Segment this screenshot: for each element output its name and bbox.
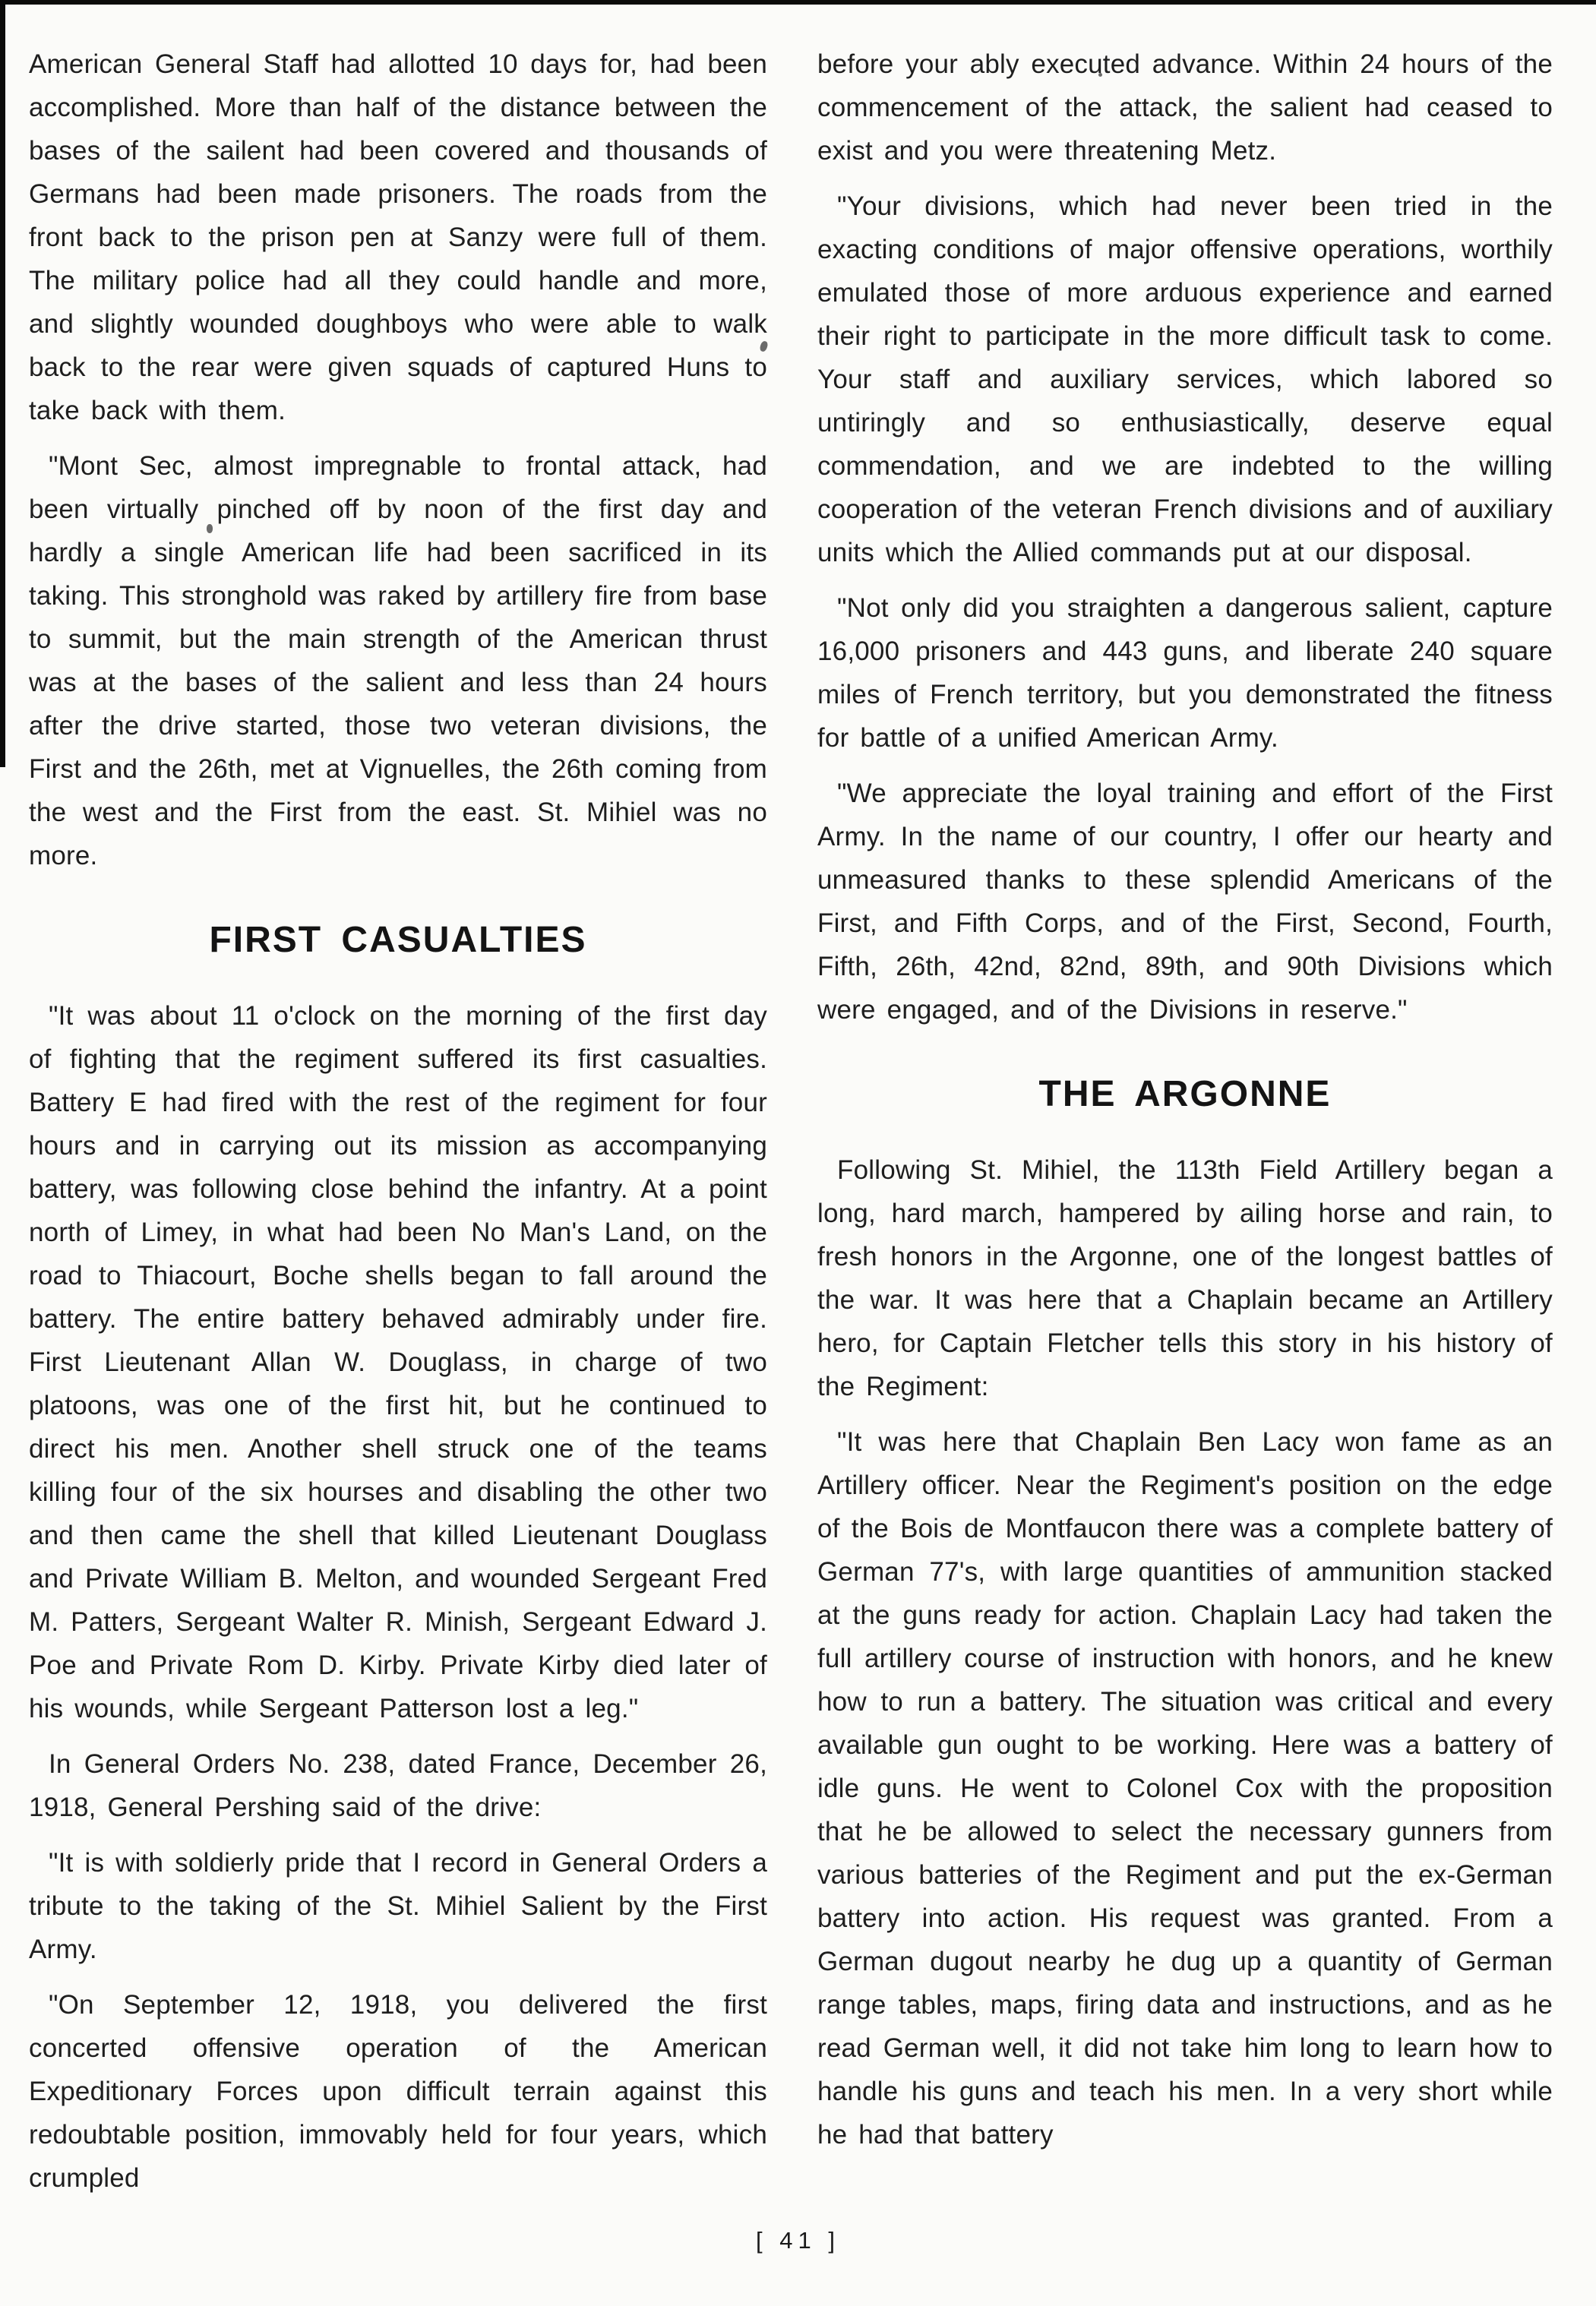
paragraph: "We appreciate the loyal training and effort of the First Army. In the name of our country, I offer our hearty and unmeasured thanks to these splendid Americans of the First, and Fifth Corps, and of the First, Second, Fourth, Fifth, 26th, 42nd, 82nd, 89th, and 90th Divisions which were engaged, and of the Divisions in reserve.": [817, 779, 1553, 1025]
paragraph: Following St. Mihiel, the 113th Field Artillery began a long, hard march, hampered by ailing horse and rain, to fresh honors in the Argonne, one of the longest battles of the war. It was here that a Chaplain became an Artillery hero, for Captain Fletcher tells this story in his history of the Regiment:: [817, 1155, 1553, 1401]
paragraph: "On September 12, 1918, you delivered the first concerted offensive operation of the American Expeditionary Forces upon difficult terrain against this redoubtable position, immovably held for four years, which crumpled: [29, 1990, 767, 2193]
section-heading-the-argonne: THE ARGONNE: [1038, 1074, 1332, 1114]
paragraph: "Not only did you straighten a dangerous salient, capture 16,000 prisoners and 443 guns, and liberate 240 square miles of French territory, but you demonstrated the fitness for battle of a unified American Army.: [817, 593, 1553, 753]
scan-top-edge: [0, 0, 1596, 5]
right-column: [817, 43, 1553, 2169]
scan-left-edge: [0, 0, 5, 767]
paragraph: "Your divisions, which had never been tried in the exacting conditions of major offensive operations, worthily emulated those of more arduous experience and earned their right to participate in the more difficult task to come. Your staff and auxiliary services, which labored so untiringly and so enthusiastically, deserve equal commendation, and we are indebted to the willing cooperation of the veteran French divisions and of auxiliary units which the Allied commands put at our disposal.: [817, 191, 1553, 567]
left-column: [29, 43, 767, 2212]
paragraph: "It was about 11 o'clock on the morning of the first day of fighting that the regiment suffered its first casualties. Battery E had fired with the rest of the regiment for four hours and in carrying out its mission as accompanying battery, was following close behind the infantry. At a point north of Limey, in what had been No Man's Land, on the road to Thiacourt, Boche shells began to fall around the battery. The entire battery behaved admirably under fire. First Lieutenant Allan W. Douglass, in charge of two platoons, was one of the first hit, but he continued to direct his men. Another shell struck one of the teams killing four of the six hourses and disabling the other two and then came the shell that killed Lieutenant Douglass and Private William B. Melton, and wounded Sergeant Fred M. Patters, Sergeant Walter R. Minish, Sergeant Edward J. Poe and Private Rom D. Kirby. Private Kirby died later of his wounds, while Sergeant Patterson lost a leg.": [29, 1001, 767, 1723]
paragraph: "Mont Sec, almost impregnable to frontal attack, had been virtually pinched off by noon of the first day and hardly a single American life had been sacrificed in its taking. This stronghold was raked by artillery fire from base to summit, but the main strength of the American thrust was at the bases of the salient and less than 24 hours after the drive started, those two veteran divisions, the First and the 26th, met at Vignuelles, the 26th coming from the west and the First from the east. St. Mihiel was no more.: [29, 451, 767, 870]
paragraph: American General Staff had allotted 10 days for, had been accomplished. More than half of the distance between the bases of the sailent had been covered and thousands of Germans had been made prisoners. The roads from the front back to the prison pen at Sanzy were full of them. The military police had all they could handle and more, and slightly wounded doughboys who were able to walk back to the rear were given squads of captured Huns to take back with them.: [29, 49, 767, 425]
section-heading-first-casualties: FIRST CASUALTIES: [209, 920, 587, 960]
page-number: [ 41 ]: [756, 2227, 840, 2254]
paragraph: "It was here that Chaplain Ben Lacy won fame as an Artillery officer. Near the Regiment's position on the edge of the Bois de Montfaucon there was a complete battery of German 77's, with large quantities of ammunition stacked at the guns ready for action. Chaplain Lacy had taken the full artillery course of instruction with honors, and he knew how to run a battery. The situation was critical and every available gun ought to be working. Here was a battery of idle guns. He went to Colonel Cox with the proposition that he be allowed to select the necessary gunners from various batteries of the Regiment and put the ex-German battery into action. His request was granted. From a German dugout nearby he dug up a quantity of German range tables, maps, firing data and instructions, and as he read German well, it did not take him long to learn how to handle his guns and teach his men. In a very short while he had that battery: [817, 1427, 1553, 2150]
paragraph: before your ably executed advance. Within 24 hours of the commencement of the attack, the salient had ceased to exist and you were threatening Metz.: [817, 49, 1553, 166]
paragraph: "It is with soldierly pride that I record in General Orders a tribute to the taking of the St. Mihiel Salient by the First Army.: [29, 1848, 767, 1964]
paragraph: In General Orders No. 238, dated France, December 26, 1918, General Pershing said of the drive:: [29, 1749, 767, 1822]
